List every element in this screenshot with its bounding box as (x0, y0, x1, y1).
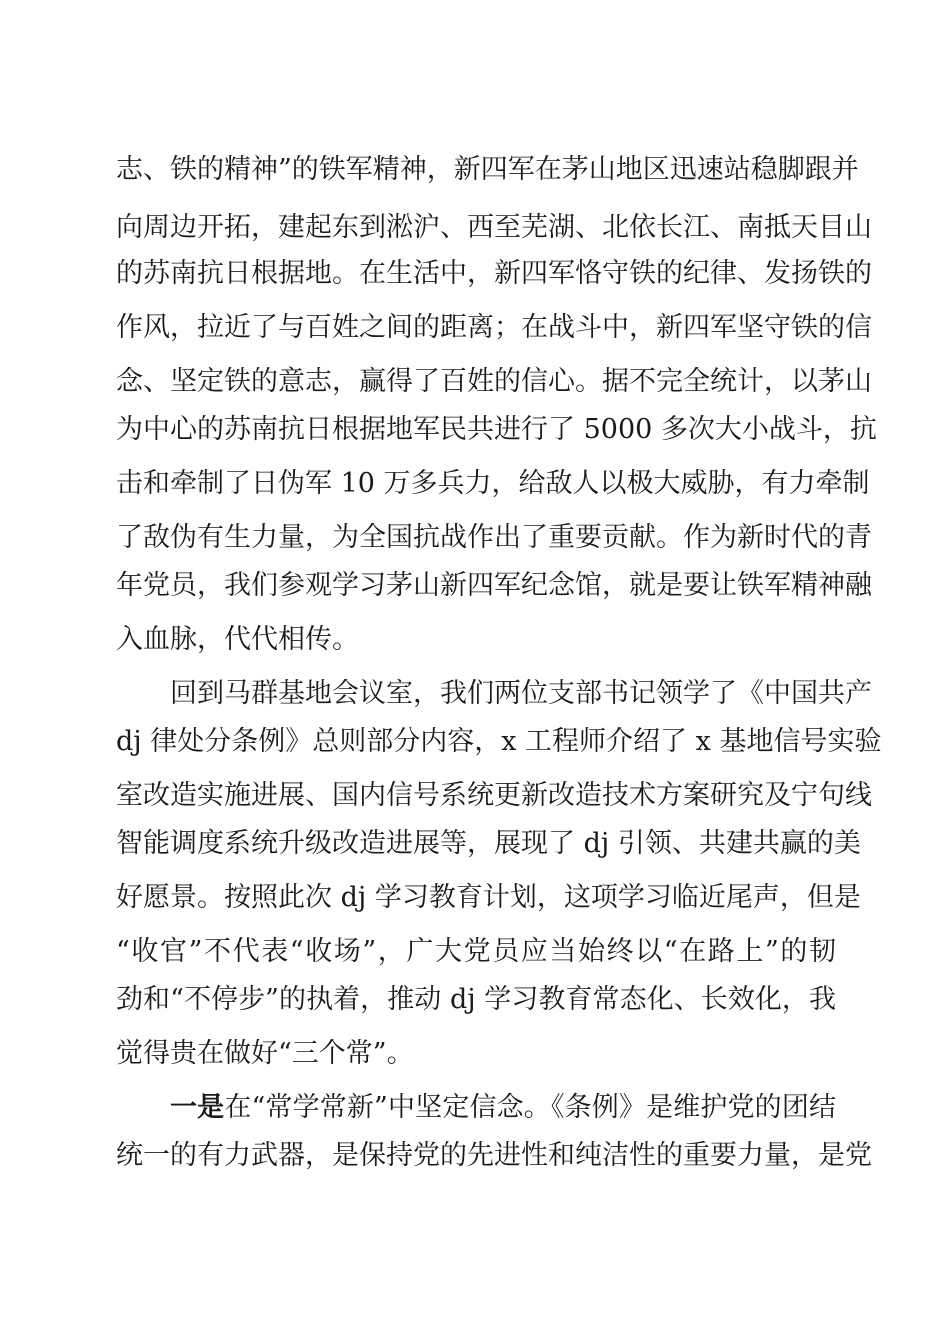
text-line: dj 律处分条例》总则部分内容，x 工程师介绍了 x 基地信号实验 (116, 726, 882, 757)
text-line: 好愿景。按照此次 dj 学习教育计划，这项学习临近尾声，但是 (116, 882, 861, 913)
text-line: 了敌伪有生力量，为全国抗战作出了重要贡献。作为新时代的青 (116, 522, 872, 553)
paragraph-first-line: 回到马群基地会议室，我们两位支部书记领学了《中国共产 (170, 678, 872, 709)
text-line: 统一的有力武器，是保持党的先进性和纯洁性的重要力量，是党 (116, 1140, 872, 1171)
text-line: 的苏南抗日根据地。在生活中，新四军恪守铁的纪律、发扬铁的 (116, 258, 872, 289)
text-line: 念、坚定铁的意志，赢得了百姓的信心。据不完全统计，以茅山 (116, 366, 872, 397)
text-line: 年党员，我们参观学习茅山新四军纪念馆，就是要让铁军精神融 (116, 570, 872, 601)
text-line: 室改造实施进展、国内信号系统更新改造技术方案研究及宁句线 (116, 780, 872, 811)
text-line: 入血脉，代代相传。 (116, 624, 359, 655)
bold-lead-in: 一是 (170, 1092, 225, 1123)
text-line: 智能调度系统升级改造进展等，展现了 dj 引领、共建共赢的美 (116, 828, 861, 859)
text-line: “收官”不代表“收场”，广大党员应当始终以“在路上”的韧 (116, 936, 836, 967)
text-line: 作风，拉近了与百姓之间的距离；在战斗中，新四军坚守铁的信 (116, 312, 872, 343)
paragraph-first-line (170, 1088, 836, 1128)
text-run: 在“常学常新”中坚定信念。《条例》是维护党的团结 (224, 1092, 836, 1123)
text-line: 为中心的苏南抗日根据地军民共进行了 5000 多次大小战斗，抗 (116, 414, 877, 445)
text-line: 击和牵制了日伪军 10 万多兵力，给敌人以极大威胁，有力牵制 (116, 468, 870, 499)
text-line: 觉得贵在做好“三个常”。 (116, 1038, 414, 1069)
text-line: 志、铁的精神”的铁军精神，新四军在茅山地区迅速站稳脚跟并 (116, 154, 859, 185)
text-line: 劲和“不停步”的执着，推动 dj 学习教育常态化、长效化，我 (116, 984, 836, 1015)
text-line: 向周边开拓，建起东到淞沪、西至芜湖、北依长江、南抵天目山 (116, 212, 872, 243)
